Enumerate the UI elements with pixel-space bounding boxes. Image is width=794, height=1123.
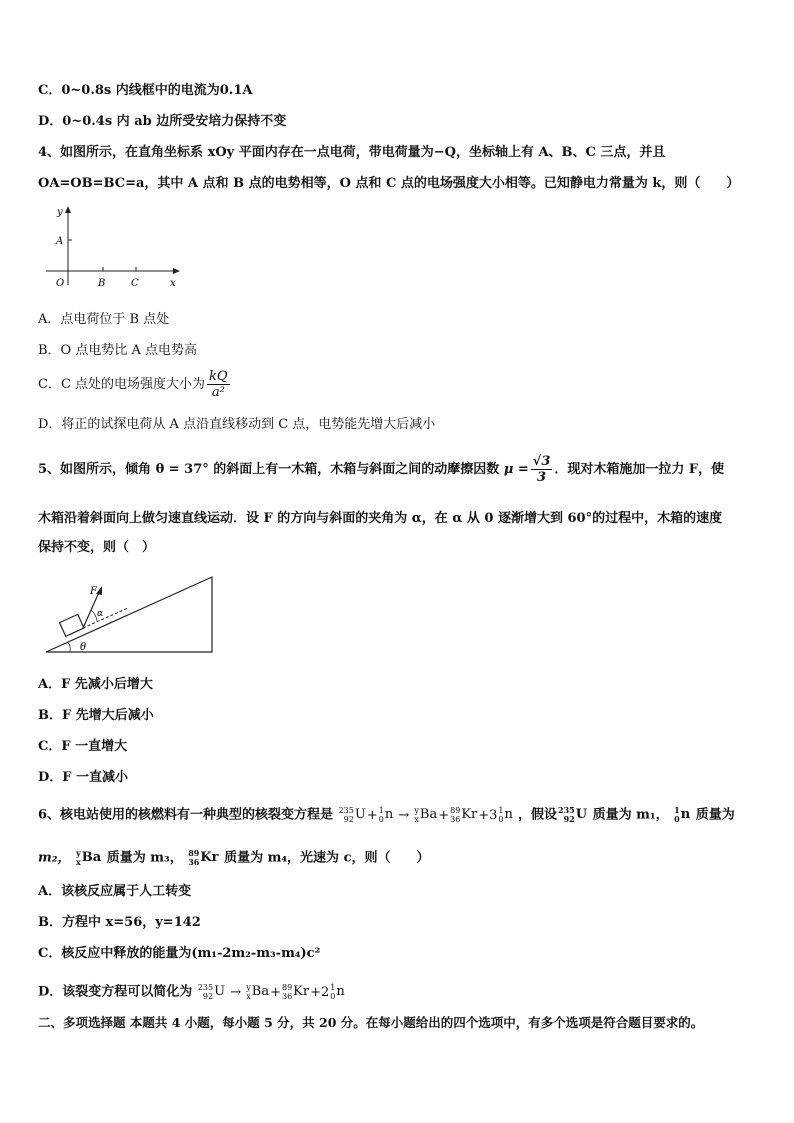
origin-label: O (56, 278, 65, 289)
q3-option-c: C．0~0.8s 内线框中的电流为0.1A (38, 83, 253, 98)
x-axis-label: x (170, 278, 176, 289)
section-2-heading: 二、多项选择题 本题共 4 小题，每小题 5 分，共 20 分。在每小题给出的四个选项中，有多个选项是符合题目要求的。 (38, 1015, 704, 1030)
fraction-numerator: kQ (209, 369, 228, 384)
q6-stem-text-d: 质量为 (695, 807, 735, 823)
q4-stem-line-2: OA=OB=BC=a，其中 A 点和 B 点的电势相等，O 点和 C 点的电场强度大小相等。已知静电力常量为 k，则（ ） (38, 176, 740, 191)
q6-stem-line-1: 6、核电站使用的核燃料有一种典型的核裂变方程是 235 92 U + 1 0 n → y x Ba + 89 36 Kr +3 1 0 n ，假设 235 92 U 质量为 m₁， 1 0 n 质量为 (38, 805, 735, 824)
q4-option-d: D．将正的试探电荷从 A 点沿直线移动到 C 点，电势能先增大后减小 (38, 417, 436, 432)
q5-stem-line-3: 保持不变，则（ ） (38, 540, 156, 555)
q4-option-a: A．点电荷位于 B 点处 (38, 312, 170, 327)
q6-option-b: B．方程中 x=56，y=142 (38, 915, 201, 930)
simplified-equation: 235 92 U → y x Ba + 89 36 Kr +2 1 0 n (197, 983, 345, 1001)
theta-label: θ (80, 642, 87, 653)
mu-symbol: μ = (503, 462, 529, 477)
q5-stem-text-a: 5、如图所示，倾角 θ = 37° 的斜面上有一木箱，木箱与斜面之间的动摩擦因数 (38, 462, 500, 477)
q6-stem-text-b: ，假设 (518, 807, 558, 823)
point-a-label: A (56, 236, 64, 247)
q6-option-d-text: D．该裂变方程可以简化为 (38, 984, 193, 1000)
point-b-label: B (98, 278, 106, 289)
q6-stem-text-e: m₂， (38, 850, 71, 866)
q6-option-d (38, 979, 346, 1006)
point-c-label: C (131, 278, 139, 289)
q4-option-c (38, 368, 232, 402)
wooden-box (60, 614, 84, 636)
q5-option-c: C．F 一直增大 (38, 739, 128, 754)
q6-stem-text-g: 质量为 m₄，光速为 c，则（ ） (224, 850, 430, 866)
q5-stem-line-1 (38, 452, 724, 488)
q6-stem-text-c: 质量为 m₁， (592, 807, 669, 823)
q4-option-b: B．O 点电势比 A 点电势高 (38, 343, 197, 358)
q5-incline-figure (40, 572, 220, 657)
q6-option-a: A．该核反应属于人工转变 (38, 884, 192, 899)
q4-option-c-fraction (207, 369, 230, 400)
q3-option-d: D．0~0.4s 内 ab 边所受安培力保持不变 (38, 114, 287, 129)
q4-coordinate-figure (40, 200, 190, 295)
q4-option-c-text: C．C 点处的电场强度大小为 (38, 377, 206, 392)
mu-fraction (531, 454, 553, 485)
q6-option-c: C．核反应中释放的能量为(m₁-2m₂-m₃-m₄)c² (38, 946, 321, 961)
q5-stem-text-b: ．现对木箱施加一拉力 F，使 (554, 462, 725, 477)
y-axis-label: y (57, 207, 63, 218)
q6-stem-text-a: 6、核电站使用的核燃料有一种典型的核裂变方程是 (38, 807, 334, 823)
q6-stem-text-f: 质量为 m₃， (106, 850, 183, 866)
alpha-label: α (97, 609, 104, 619)
q4-stem-line-1: 4、如图所示，在直角坐标系 xOy 平面内存在一点电荷，带电荷量为−Q，坐标轴上有 A、B、C 三点，并且 (38, 145, 666, 160)
q5-option-d: D．F 一直减小 (38, 770, 129, 785)
incline-triangle (46, 577, 212, 652)
fission-equation: 235 92 U + 1 0 n → y x Ba + 89 36 Kr +3 1 0 n (338, 806, 513, 824)
force-label: F (90, 586, 97, 597)
fraction-numerator: √3 (532, 454, 551, 469)
q5-option-a: A．F 先减小后增大 (38, 677, 153, 692)
fraction-denominator: 3 (537, 470, 547, 485)
fraction-denominator: a² (211, 385, 225, 400)
q5-option-b: B．F 先增大后减小 (38, 708, 154, 723)
q6-stem-line-2: m₂， y x Ba 质量为 m₃， 89 36 Kr 质量为 m₄，光速为 c，则（ ） (38, 848, 430, 867)
q5-stem-line-2: 木箱沿着斜面向上做匀速直线运动．设 F 的方向与斜面的夹角为 α，在 α 从 0 逐渐增大到 60°的过程中，木箱的速度 (38, 511, 723, 526)
